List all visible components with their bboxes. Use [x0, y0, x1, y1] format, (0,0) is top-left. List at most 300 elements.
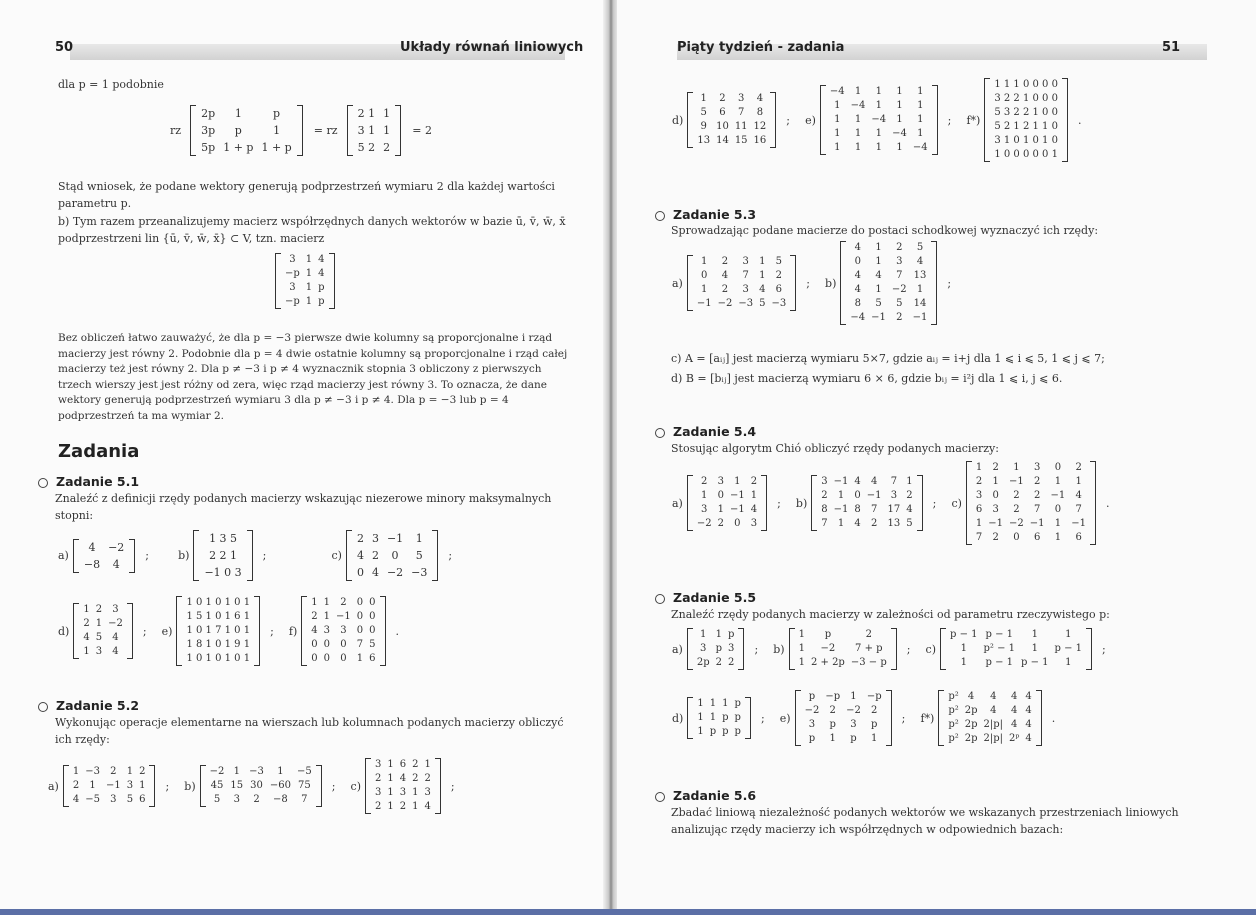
matrix-cell: 3 [233, 794, 240, 805]
matrix-cell: 1 [701, 490, 708, 501]
matrix-cell: −2 [846, 705, 861, 716]
matrix [190, 105, 303, 156]
matrix-cell: 0 [323, 639, 331, 650]
matrix-cell: 8 [854, 298, 861, 309]
matrix-cell: 0 [701, 270, 708, 281]
matrix-row [197, 105, 296, 122]
matrix-cell: −1 [866, 490, 882, 501]
matrix-cell: 7 [890, 476, 898, 487]
matrix-cell: p − 1 [1054, 643, 1083, 654]
matrix-cell: 1 [415, 532, 423, 545]
matrix-row [354, 105, 395, 122]
matrix-cell: 1 [854, 86, 862, 97]
matrix-cell: 7 [1075, 504, 1082, 515]
matrix-cell: 30 [250, 780, 263, 791]
matrix-cell: 13 [887, 518, 901, 529]
matrix [687, 475, 767, 531]
matrix-row [694, 711, 744, 725]
matrix-cell: −3 [249, 766, 264, 777]
matrix-cell: 3 [289, 254, 296, 265]
matrix-cell: 4 [854, 476, 861, 487]
matrix-cell: 4 [756, 93, 764, 104]
matrix-cell: 4 [318, 268, 325, 279]
matrix-cell: 1 [896, 100, 903, 111]
matrix-row [818, 517, 915, 531]
matrix-cell: 1 [387, 759, 394, 770]
right-running-head: Piąty tydzień - zadania [677, 40, 845, 55]
matrix-cell: 1 [960, 657, 967, 668]
matrix-cell: 1 [875, 256, 882, 267]
matrix-cell: −60 [269, 780, 291, 791]
matrix-cell: p [734, 698, 741, 709]
matrix-cell: 45 [210, 780, 224, 791]
matrix-row [796, 642, 890, 656]
matrix-cell: 1 [700, 93, 707, 104]
matrix-cell: 1 + p [261, 141, 292, 154]
matrix-row [802, 690, 885, 704]
matrix-cell: 2 [975, 476, 983, 487]
matrix-cell: 4 [870, 476, 878, 487]
matrix-cell: 6 [719, 107, 726, 118]
matrix-cell: 1 [916, 284, 924, 295]
matrix-cell: 1 [697, 698, 704, 709]
matrix-row [973, 475, 1089, 489]
matrix-row [80, 645, 126, 659]
matrix-cell: 3 1 [357, 124, 376, 137]
matrix-cell: 7 + p [855, 643, 883, 654]
matrix-cell: 1 [383, 107, 391, 120]
paragraph-2: b) Tym razem przeanalizujemy macierz współrzędnych danych wektorów w bazie ū, v̄, w̄, x̄ podprzestrzeni lin {ū, v̄, w̄, x̄} ⊂ V, tzn. macierz [58, 215, 566, 245]
matrix-cell: p [318, 296, 325, 307]
matrix-cell: 1 [424, 759, 431, 770]
z53-c: c) A = [aᵢⱼ] jest macierzą wymiaru 5×7, gdzie aᵢⱼ = i+j dla 1 ⩽ i ⩽ 5, 1 ⩽ j ⩽ 7; [671, 352, 1105, 365]
matrix-cell: 1 [829, 733, 836, 744]
matrix-cell: 2p [964, 719, 978, 730]
matrix-cell: −3 [85, 766, 100, 777]
matrix-cell: −2 [1009, 518, 1024, 529]
matrix-row [308, 596, 378, 610]
matrix-row [694, 269, 789, 283]
matrix-cell: 5 [906, 518, 913, 529]
matrix-row [372, 772, 434, 786]
matrix-cell: −1 [729, 490, 745, 501]
left-running-head: Układy równań liniowych [400, 40, 584, 55]
matrix [200, 765, 322, 807]
matrix-cell: −4 [850, 312, 866, 323]
matrix [346, 530, 438, 581]
matrix-cell: 1 [1031, 629, 1038, 640]
matrix-cell: −1 [988, 518, 1004, 529]
matrix-cell: 1 5 1 0 1 6 1 [186, 611, 251, 622]
matrix-row [991, 92, 1061, 106]
left-page-number: 50 [55, 40, 74, 55]
matrix-cell: 6 [975, 504, 983, 515]
matrix [347, 105, 402, 156]
matrix-cell: 2 [870, 518, 878, 529]
matrix-cell: −1 [386, 532, 404, 545]
matrix-cell: 2 [72, 780, 80, 791]
matrix-cell: 4 [318, 254, 325, 265]
matrix-row [827, 113, 931, 127]
matrix-cell: −1 [1029, 518, 1045, 529]
matrix-cell: 0 [734, 518, 741, 529]
matrix-cell: 2 [375, 801, 382, 812]
matrix-cell: 4 [916, 256, 924, 267]
matrix-cell: 1 [701, 284, 708, 295]
matrix [63, 765, 156, 807]
bullet-icon [655, 428, 665, 438]
matrix-row [847, 269, 930, 283]
matrix-row [694, 489, 760, 503]
matrix-cell: −2 [891, 284, 907, 295]
matrix-cell: 3 [821, 476, 828, 487]
matrix-cell: 5 [126, 794, 134, 805]
matrix-row [827, 127, 931, 141]
zadanie-5-1-text: Znaleźć z definicji rzędy podanych macierzy wskazując niezerowe minory maksymalnych stopni: [55, 492, 552, 522]
matrix-cell: 4 [1011, 719, 1018, 730]
matrix-row [694, 297, 789, 311]
matrix-cell: 3 2 2 1 0 0 0 [994, 93, 1058, 104]
matrix [820, 85, 938, 155]
matrix-row [694, 106, 769, 120]
matrix-cell: 5 [875, 298, 882, 309]
matrix-cell: 3 [717, 476, 724, 487]
matrix-cell: 4 [1025, 719, 1032, 730]
matrix [687, 697, 751, 739]
matrix-cell: 1 [975, 518, 983, 529]
matrix-cell: 4 [875, 270, 882, 281]
matrix-cell: 1 [701, 256, 708, 267]
matrix-cell: 1 [759, 256, 766, 267]
rank-equation: rz 2p 1 p 3p p 1 5p 1 + p 1 + p = rz 2 1 1 3 1 1 5 2 2 = 2 [170, 107, 432, 154]
matrix-row [945, 718, 1034, 732]
matrix-cell: 6 [369, 653, 376, 664]
matrix-cell: 15 [230, 780, 244, 791]
matrix-cell: 4 [356, 549, 364, 562]
matrix-cell: p [808, 733, 816, 744]
matrix-cell: 4 [990, 691, 997, 702]
matrix-cell: p [871, 719, 878, 730]
matrix-cell: 2 [1033, 476, 1041, 487]
matrix-cell: 0 [369, 625, 376, 636]
matrix-cell: 1 [311, 597, 318, 608]
matrix-cell: 3 [424, 787, 431, 798]
matrix-cell: 3 [975, 490, 983, 501]
matrix-cell: 3 [126, 780, 134, 791]
matrix-cell: 1 [72, 766, 80, 777]
matrix-row [818, 475, 915, 489]
matrix-cell: 3 [742, 284, 749, 295]
matrix-cell: 4 [759, 284, 766, 295]
matrix [73, 603, 133, 659]
matrix-cell: 1 [854, 142, 862, 153]
matrix-row [991, 148, 1061, 162]
matrix-cell: 0 [340, 639, 347, 650]
matrix-cell: 4 [1025, 733, 1032, 744]
zadanie-5-1-title: Zadanie 5.1 [38, 474, 139, 489]
matrix-cell: p² [948, 705, 959, 716]
matrix-row [207, 779, 315, 793]
z52-row2: d) 1 2 3 4 5 6 7 8 9 10 11 12 13 14 15 16 ; e) −4 1 1 1 1 1 −4 1 1 1 1 1 −4 1 1 1 1 1 −4 1 1 1 1 1 −4 ; f*) 1 1 1 0 0 0 0 3 2 2 1 0 0 0 5 3 2 2 1 0 0 5 2 1 2 1 1 0 3 1 0 1 0 1 0 1 0 0 0 0 0 1 . [672, 79, 1082, 160]
matrix-cell: 4 [1011, 705, 1018, 716]
z54-row1: a) 2 3 1 2 1 0 −1 1 3 1 −1 4 −2 2 0 3 ; b) 3 −1 4 4 7 1 2 1 0 −1 3 2 8 −1 8 7 17 4 7 1 4 2 13 5 ; c) 1 2 1 3 0 2 2 1 −1 2 1 1 3 0 2 2 −1 4 6 3 2 7 0 7 1 −1 −2 −1 1 −1 7 2 0 6 1 6 . [672, 462, 1110, 543]
matrix-cell: −2 [108, 540, 125, 554]
matrix-cell: 3 [728, 643, 735, 654]
matrix-cell: 2 [906, 490, 913, 501]
matrix-cell: 4 [1011, 691, 1018, 702]
matrix-cell: 2 [383, 141, 391, 154]
matrix-cell: 4 [967, 691, 975, 702]
matrix-cell: p [728, 629, 735, 640]
matrix-cell: 4 [83, 632, 90, 643]
matrix-cell: 2 [412, 773, 419, 784]
matrix-cell: 3 [289, 282, 296, 293]
matrix [938, 690, 1041, 746]
matrix-cell: 7 [821, 518, 828, 529]
matrix-cell: 2 [992, 462, 999, 473]
matrix-cell: 1 0 0 0 0 0 1 [994, 149, 1058, 160]
matrix-cell: 3 [110, 794, 117, 805]
matrix-cell: 2 [83, 618, 90, 629]
matrix-cell: 1 [126, 766, 134, 777]
matrix-cell: 2 [992, 532, 999, 543]
zadanie-5-5-title: Zadanie 5.5 [655, 590, 756, 605]
matrix-cell: p [850, 733, 857, 744]
matrix-row [372, 800, 434, 814]
matrix-cell: 1 [834, 114, 841, 125]
matrix-cell: 2 [340, 597, 347, 608]
matrix-cell: p [722, 712, 729, 723]
paragraph-3: Bez obliczeń łatwo zauważyć, że dla p = −3 pierwsze dwie kolumny są proporcjonalne i rząd macierzy jest równy 2. Podobnie dla p = 4 dwie ostatnie kolumny są proporcjonalne i rząd całej macierzy też jest równy 2. Dla p ≠ −3 i p ≠ 4 wyznacznik stopnia 3 obliczony z pierwszych trzech wierszy jest jest różny od zera, więc rząd macierzy jest równy 3. To oznacza, że dane wektory generują podprzestrzeń wymiaru 3 dla p ≠ −3 i p ≠ 4. Dla p = −3 lub p = 4 podprzestrzeń ta ma wymiar 2. [58, 332, 568, 422]
matrix-cell: p [734, 712, 741, 723]
matrix-cell: 0 [356, 597, 364, 608]
matrix-cell: −1 0 3 [204, 566, 242, 579]
matrix-row [183, 638, 253, 652]
matrix-cell: 5 [369, 639, 376, 650]
matrix-cell: 1 [798, 643, 805, 654]
matrix-row [694, 283, 789, 297]
matrix-cell: 7 [737, 107, 745, 118]
matrix [840, 241, 937, 325]
matrix-cell: 4 [1025, 705, 1032, 716]
matrix-cell: 1 [960, 643, 967, 654]
matrix-cell: 4 [990, 705, 997, 716]
matrix-cell: 2 [821, 490, 828, 501]
matrix-row [70, 779, 149, 793]
matrix-row [847, 297, 930, 311]
matrix-cell: p − 1 [985, 657, 1013, 668]
matrix-cell: 1 [837, 518, 845, 529]
matrix-cell: 13 [697, 135, 711, 146]
matrix-cell: 1 [697, 712, 704, 723]
matrix-cell: 1 [896, 114, 903, 125]
matrix-row [796, 628, 890, 642]
matrix-row [973, 489, 1089, 503]
matrix-row [694, 120, 769, 134]
matrix-cell: 1 [83, 604, 90, 615]
matrix-cell: −1 [833, 476, 849, 487]
matrix-cell: 3 [750, 518, 758, 529]
paragraph-1: Stąd wniosek, że podane wektory generują podprzestrzeń wymiaru 2 dla każdej wartości parametru p. [58, 180, 555, 210]
matrix-cell: −1 [833, 504, 849, 515]
matrix-cell: p [715, 643, 723, 654]
matrix-row [353, 547, 431, 564]
matrix-cell: 5 [700, 107, 707, 118]
matrix-row [694, 628, 738, 642]
matrix-cell: 1 [798, 629, 805, 640]
matrix-row [694, 642, 738, 656]
matrix-cell: −1 [729, 504, 745, 515]
matrix-cell: 2 [719, 93, 726, 104]
matrix-cell: 2 [750, 476, 758, 487]
matrix-cell: 2 [375, 773, 382, 784]
matrix-cell: 1 [975, 462, 983, 473]
matrix-cell: 1 0 1 0 1 0 1 [186, 597, 251, 608]
matrix-cell: 5 [213, 794, 221, 805]
zadanie-5-4-text: Stosując algorytm Chió obliczyć rzędy podanych macierzy: [671, 442, 999, 455]
matrix-cell: 4 [854, 242, 861, 253]
z55-row2: d) 1 1 1 p 1 1 p p 1 p p p ; e) p −p 1 −p −2 2 −2 2 3 p 3 p p 1 p 1 ; f*) p² 4 4 4 4 p² 2p 4 4 4 p² 2p 2|p| 4 4 p² 2p 2|p| 2ᵖ 4 . [672, 691, 1056, 744]
coord-matrix [275, 253, 335, 309]
matrix-cell: 1 [383, 124, 391, 137]
matrix-cell: 1 [412, 801, 419, 812]
matrix-cell: 3 [700, 643, 707, 654]
matrix-cell: −3 [771, 298, 787, 309]
matrix-cell: 2 [701, 476, 708, 487]
matrix-row [818, 503, 915, 517]
matrix-row [818, 489, 915, 503]
matrix-cell: −1 [912, 312, 928, 323]
matrix-cell: 2p [696, 657, 710, 668]
matrix-cell: 16 [753, 135, 767, 146]
matrix-cell: 1 [896, 86, 903, 97]
matrix-cell: 1 [709, 698, 717, 709]
matrix-cell: 7 [301, 794, 308, 805]
matrix-cell: 2|p| [983, 719, 1004, 730]
matrix [966, 461, 1096, 545]
bullet-icon [655, 792, 665, 802]
matrix-row [183, 652, 253, 666]
zadanie-5-3-title: Zadanie 5.3 [655, 207, 756, 222]
matrix-cell: 2 [1033, 490, 1041, 501]
matrix-cell: 2 [311, 611, 318, 622]
matrix-cell: 0 [1054, 504, 1062, 515]
matrix-row [197, 139, 296, 156]
matrix-cell: 2 [1013, 490, 1020, 501]
matrix-cell: 4 [906, 504, 913, 515]
matrix-row [207, 793, 315, 807]
matrix-row [694, 503, 760, 517]
matrix-cell: −2 [804, 705, 820, 716]
matrix-row [796, 656, 890, 670]
matrix-cell: 1 [139, 780, 146, 791]
matrix-cell: 1 [1031, 643, 1038, 654]
matrix-cell: 4 [854, 284, 861, 295]
matrix-cell: 9 [700, 121, 707, 132]
matrix [811, 475, 922, 531]
matrix-cell: −1 [1009, 476, 1024, 487]
matrix-cell: 8 [756, 107, 764, 118]
matrix-cell: −8 [273, 794, 288, 805]
matrix [193, 530, 252, 581]
matrix-cell: p [829, 719, 836, 730]
matrix [687, 92, 776, 148]
matrix-row [354, 139, 395, 156]
matrix-cell: 4 [854, 270, 861, 281]
matrix-cell: 5 [916, 242, 924, 253]
matrix-row [945, 690, 1034, 704]
matrix-cell: 10 [716, 121, 729, 132]
matrix-cell: 2 [829, 705, 836, 716]
matrix-row [200, 530, 245, 547]
z55-row1: a) 1 1 p 3 p 3 2p 2 2 ; b) 1 p 2 1 −2 7 + p 1 2 + 2p −3 − p ; c) p − 1 p − 1 1 1 1 p² − 1 1 p − 1 1 p − 1 p − 1 1 ; [672, 629, 1106, 668]
matrix-cell: 0 [311, 639, 318, 650]
matrix-row [802, 704, 885, 718]
matrix-cell: 12 [753, 121, 767, 132]
matrix-cell: 1 [875, 284, 882, 295]
matrix-cell: 1 [834, 142, 841, 153]
matrix [176, 596, 260, 666]
matrix-cell: 4 [854, 518, 861, 529]
matrix-cell: 4 [72, 794, 80, 805]
matrix-cell: 0 [391, 549, 399, 562]
matrix-cell: −4 [892, 128, 907, 139]
matrix-cell: 1 [387, 787, 394, 798]
matrix-row [80, 617, 126, 631]
section-title: Zadania [58, 441, 140, 462]
matrix-row [200, 547, 245, 564]
matrix-cell: 2 [412, 759, 419, 770]
matrix-row [183, 596, 253, 610]
matrix-cell: 2 [721, 284, 729, 295]
matrix-cell: 1 [750, 490, 758, 501]
matrix-row [70, 765, 149, 779]
matrix-row [200, 564, 245, 581]
matrix-row [308, 624, 378, 638]
matrix-cell: 7 [870, 504, 878, 515]
matrix-cell: 3 [808, 719, 816, 730]
matrix-cell: p [722, 726, 729, 737]
matrix-cell: 1 [917, 100, 924, 111]
matrix [687, 628, 745, 670]
matrix-row [354, 122, 395, 139]
matrix-cell: 2 [253, 794, 260, 805]
matrix-row [973, 503, 1089, 517]
matrix-cell: 1 [273, 124, 281, 137]
matrix-cell: −p [285, 296, 300, 307]
matrix-cell: 1 [387, 801, 394, 812]
matrix-cell: 0 [356, 625, 364, 636]
matrix-row [694, 134, 769, 148]
matrix-cell: 1 [854, 114, 862, 125]
matrix-cell: −1 [1050, 490, 1066, 501]
matrix-cell: 2ᵖ [1009, 733, 1020, 744]
matrix-cell: 5 [775, 256, 783, 267]
matrix-cell: 2 [139, 766, 146, 777]
matrix-cell: 2 [896, 242, 903, 253]
matrix-row [353, 530, 431, 547]
matrix-cell: −3 [411, 566, 428, 579]
matrix-cell: 1 [1054, 518, 1062, 529]
matrix-cell: 2p [201, 107, 216, 120]
matrix-cell: 8 [821, 504, 828, 515]
matrix-cell: −p [285, 268, 300, 279]
matrix-cell: 1 [1013, 462, 1020, 473]
matrix-cell: 2 1 [357, 107, 376, 120]
matrix-cell: 5p [201, 141, 216, 154]
matrix-cell: −4 [912, 142, 928, 153]
matrix-row [282, 253, 328, 267]
